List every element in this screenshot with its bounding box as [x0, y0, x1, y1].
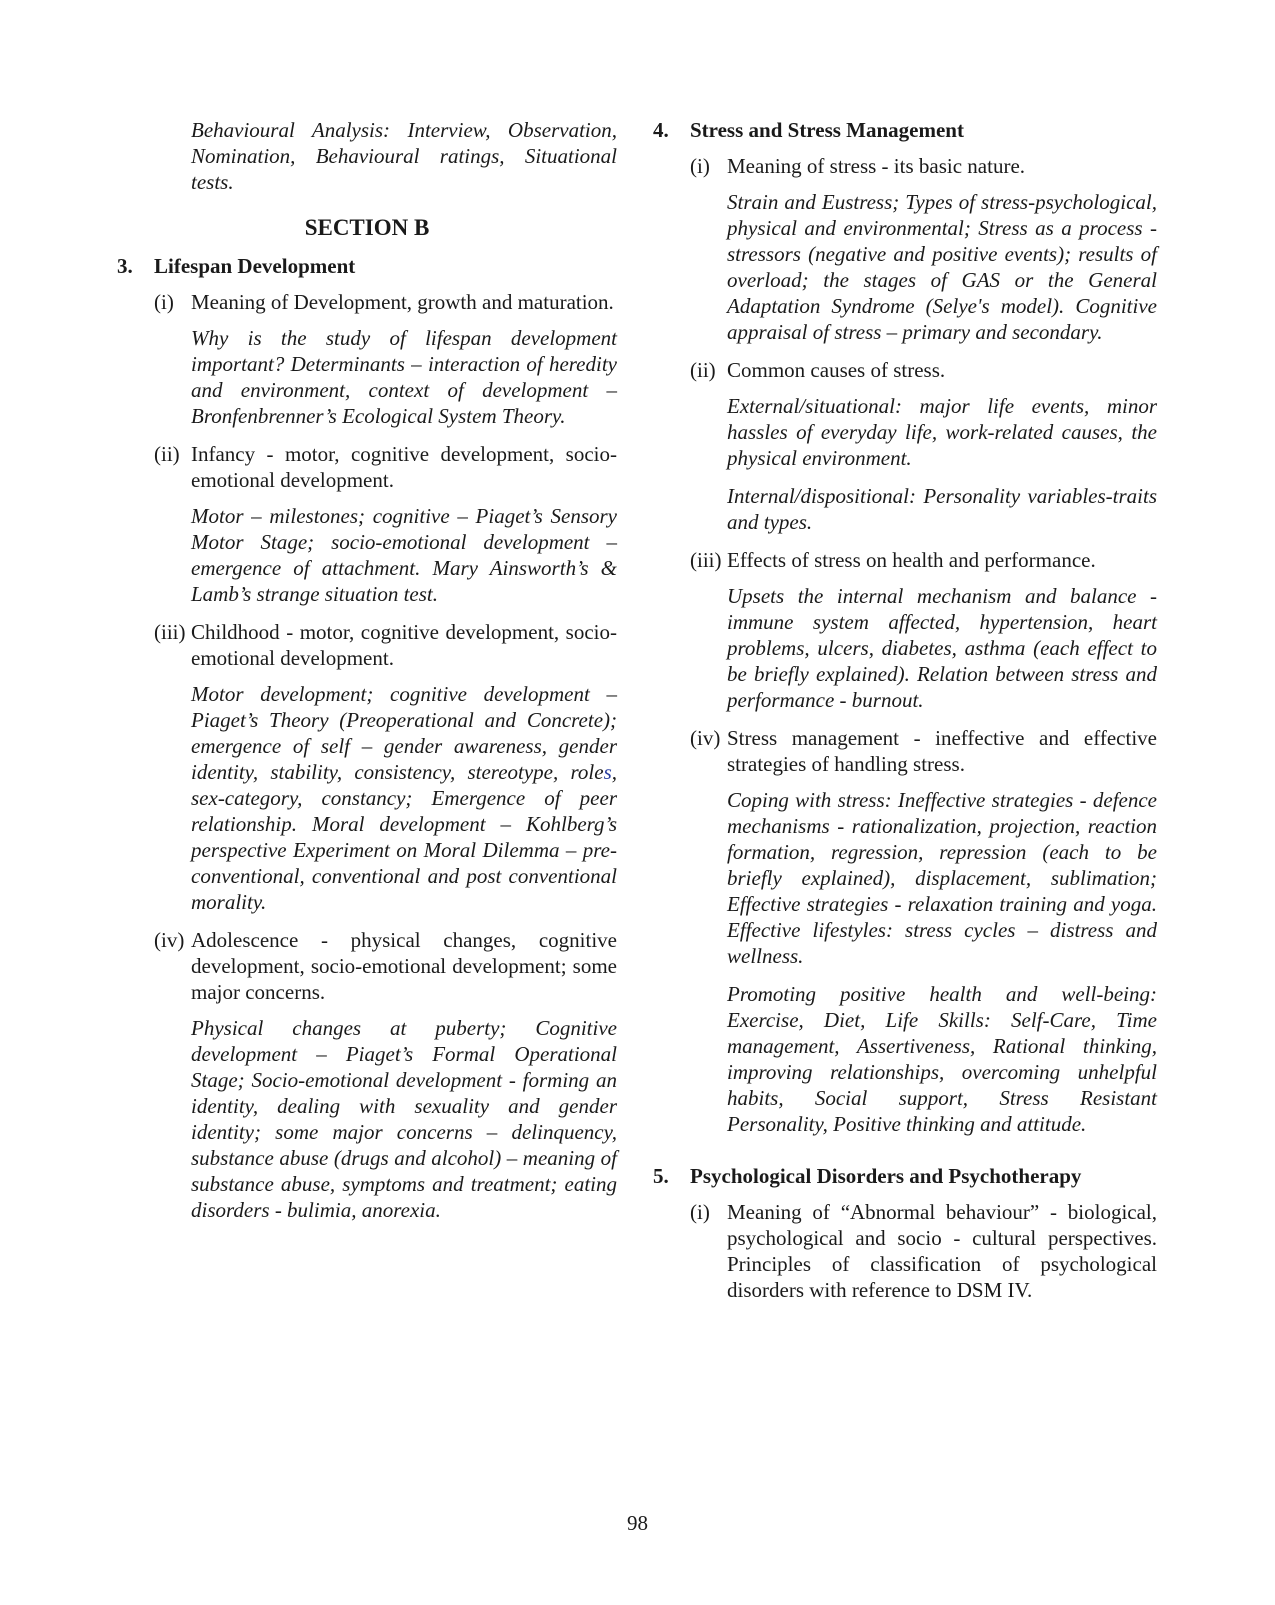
topic-3-item-iii — [154, 619, 617, 671]
item-numeral: (iv) — [690, 726, 721, 750]
section-title: SECTION B — [304, 215, 430, 240]
item-text: Adolescence - physical changes, cognitive development, socio-emotional development; some major concerns. — [191, 928, 617, 1004]
topic-3-item-ii-details — [191, 503, 617, 607]
item-text: Common causes of stress. — [727, 358, 946, 382]
page-number: 98 — [627, 1511, 648, 1535]
item-text: Meaning of stress - its basic nature. — [727, 154, 1026, 178]
topic-4-item-ii-details — [727, 393, 1157, 471]
topic-3-item-iv-details — [191, 1015, 617, 1223]
topic-4-item-i-details — [727, 189, 1157, 345]
item-numeral: (i) — [690, 1200, 710, 1224]
topic-3-heading — [117, 253, 617, 279]
details-text: Motor – milestones; cognitive – Piaget’s Sensory Motor Stage; socio-emotional development – emergence of attachment. Mary Ainsworth’s & Lamb’s strange situation test. — [191, 504, 617, 606]
item-text: Effects of stress on health and performance. — [727, 548, 1096, 572]
topic-3-item-iii-details — [191, 681, 617, 915]
topic-3-item-i-details — [191, 325, 617, 429]
details-part-2: , sex-category, constancy; Emergence of peer relationship. Moral development – Kohlberg’s perspective Experiment on Moral Dilemma – pre-conventional, conventional and post conventional morality. — [191, 760, 617, 914]
item-text: Infancy - motor, cognitive development, socio-emotional development. — [191, 442, 617, 492]
item-text: Meaning of Development, growth and maturation. — [191, 290, 614, 314]
topic-5-heading — [653, 1163, 1157, 1189]
item-numeral: (ii) — [690, 358, 716, 382]
topic-4-item-ii-details-2 — [727, 483, 1157, 535]
topic-5-item-i — [690, 1199, 1157, 1303]
topic-4-item-i — [690, 153, 1157, 179]
topic-3-item-iv — [154, 927, 617, 1005]
details-text — [191, 681, 617, 915]
topic-3-title: Lifespan Development — [154, 254, 356, 278]
topic-4-heading — [653, 117, 1157, 143]
left-column — [117, 117, 617, 1235]
topic-4-item-ii — [690, 357, 1157, 383]
topic-5-number: 5. — [653, 1164, 669, 1188]
details-text: Coping with stress: Ineffective strategies - defence mechanisms - rationalization, projection, reaction formation, regression, repression (each to be briefly explained), displacement, sublimation; Effective strategies - relaxation training and yoga. Effective lifestyles: stress cycles – distress and wellness. — [727, 788, 1157, 968]
item-text: Stress management - ineffective and effective strategies of handling stress. — [727, 726, 1157, 776]
item-numeral: (i) — [154, 290, 174, 314]
details-text: Strain and Eustress; Types of stress-psychological, physical and environmental; Stress as a process - stressors (negative and positive events); results of overload; the stages of GAS or the General Adaptation Syndrome (Selye's model). Cognitive appraisal of stress – primary and secondary. — [727, 190, 1157, 344]
item-numeral: (iii) — [154, 620, 186, 644]
right-column — [653, 117, 1157, 1313]
details-text: External/situational: major life events, minor hassles of everyday life, work-related causes, the physical environment. — [727, 394, 1157, 470]
details-part-1: Motor development; cognitive development – Piaget’s Theory (Preoperational and Concrete); emergence of self – gender awareness, gender identity, stability, consistency, stereotype, role — [191, 682, 617, 784]
details-text: Physical changes at puberty; Cognitive development – Piaget’s Formal Operational Stage; Socio-emotional development - forming an identity, dealing with sexuality and gender identity; some major concerns – delinquency, substance abuse (drugs and alcohol) – meaning of substance abuse, symptoms and treatment; eating disorders - bulimia, anorexia. — [191, 1016, 617, 1222]
details-text: Promoting positive health and well-being: Exercise, Diet, Life Skills: Self-Care, Time management, Assertiveness, Rational thinking, improving relationships, overcoming unhelpful habits, Social support, Stress Resistant Personality, Positive thinking and attitude. — [727, 982, 1157, 1136]
topic-4-item-iii-details — [727, 583, 1157, 713]
topic-3-number: 3. — [117, 254, 133, 278]
details-text: Why is the study of lifespan development important? Determinants – interaction of heredity and environment, context of development – Bronfenbrenner’s Ecological System Theory. — [191, 326, 617, 428]
item-numeral: (ii) — [154, 442, 180, 466]
item-numeral: (iii) — [690, 548, 722, 572]
topic-4-item-iv — [690, 725, 1157, 777]
topic-4-title: Stress and Stress Management — [690, 118, 964, 142]
topic-4-number: 4. — [653, 118, 669, 142]
item-text: Meaning of “Abnormal behaviour” - biological, psychological and socio - cultural perspectives. Principles of classification of psychological disorders with reference to DSM IV. — [727, 1200, 1157, 1302]
topic-4-item-iii — [690, 547, 1157, 573]
details-part-blue: s — [603, 760, 612, 784]
topic-5-title: Psychological Disorders and Psychotherapy — [690, 1164, 1082, 1188]
item-numeral: (i) — [690, 154, 710, 178]
item-numeral: (iv) — [154, 928, 185, 952]
intro-text: Behavioural Analysis: Interview, Observation, Nomination, Behavioural ratings, Situational tests. — [191, 118, 617, 194]
intro-block — [191, 117, 617, 195]
details-text: Upsets the internal mechanism and balance - immune system affected, hypertension, heart problems, ulcers, diabetes, asthma (each effect to be briefly explained). Relation between stress and performance - burnout. — [727, 584, 1157, 712]
topic-3-item-i — [154, 289, 617, 315]
topic-3-item-ii — [154, 441, 617, 493]
topic-4-item-iv-details-2 — [727, 981, 1157, 1137]
topic-4-item-iv-details — [727, 787, 1157, 969]
item-text: Childhood - motor, cognitive development, socio-emotional development. — [191, 620, 617, 670]
details-text: Internal/dispositional: Personality variables-traits and types. — [727, 484, 1157, 534]
